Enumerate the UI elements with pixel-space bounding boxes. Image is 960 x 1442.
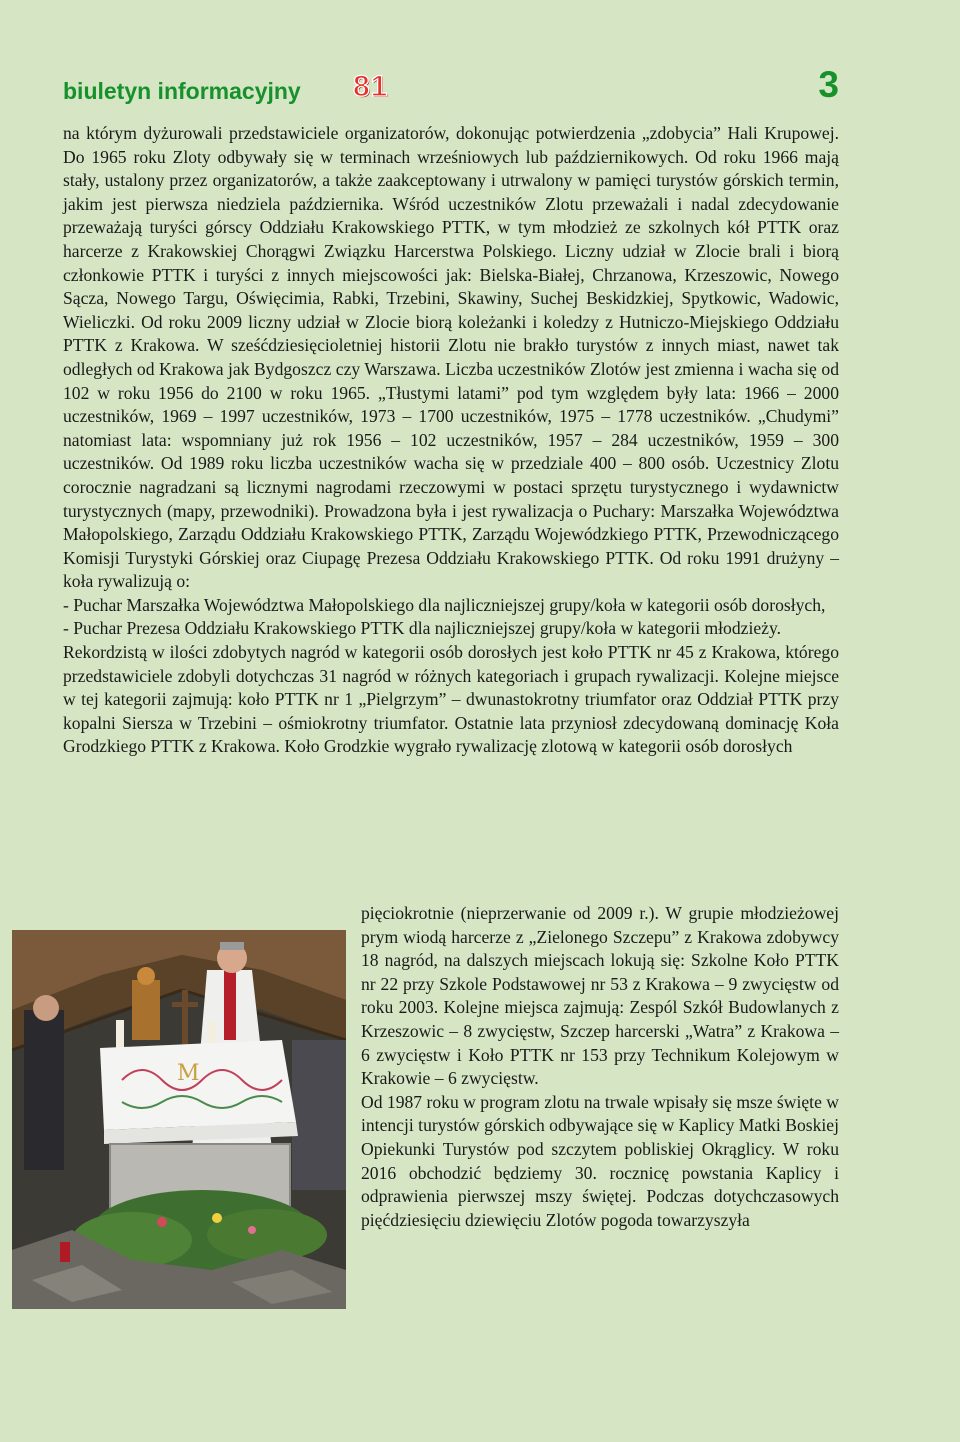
side-paragraph: Od 1987 roku w program zlotu na trwale wpisały się msze święte w intencji turystów górskich odbywające się w Kaplicy Matki Boskiej Opiekunki Turystów pod szczytem pobliskiej Okrąglicy. W roku 2016 obchodzić będziemy 30. rocznicę powstania Kaplicy i odprawienia pierwszej mszy świętej. Podczas dotychczasowych pięćdziesięciu dziewięciu Zlotów pogoda towarzyszyła — [361, 1091, 839, 1230]
article-paragraph: na którym dyżurowali przedstawiciele organizatorów, dokonując potwierdzenia „zdobycia” Hali Krupowej. Do 1965 roku Zloty odbywały się w terminach wrześniowych lub październikowych. Od roku 1966 mają stały, ustalony przez organizatorów, a także zaakceptowany i utrwalony w pamięci turystów górskich termin, jakim jest pierwsza niedziela października. Wśród uczestników Zlotu przeważali i nadal zdecydowanie przeważają turyści górscy Oddziału Krakowskiego PTTK, w tym młodzież ze szkolnych kół PTTK oraz harcerze z Krakowskiej Chorągwi Związku Harcerstwa Polskiego. Liczny udział w Zlocie brali i biorą członkowie PTTK i turyści z innych miejscowości jak: Bielska-Białej, Chrzanowa, Krzeszowic, Nowego Sącza, Nowego Targu, Oświęcimia, Rabki, Trzebini, Skawiny, Suchej Beskidzkiej, Spytkowic, Wadowic, Wieliczki. Od roku 2009 liczny udział w Zlocie biorą koleżanki i koledzy z Hutniczo-Miejskiego Oddziału PTTK z Krakowa. W sześćdziesięcioletniej historii Zlotu nie brakło turystów z innych miast, nawet tak odległych od Krakowa jak Bydgoszcz czy Warszawa. Liczba uczestników Zlotów jest zmienna i wacha się od 102 w roku 1956 do 2100 w roku 1965. „Tłustymi latami” pod tym względem były lata: 1966 – 2000 uczestników, 1969 – 1997 uczestników, 1973 – 1700 uczestników, 1975 – 1778 uczestników. „Chudymi” natomiast lata: wspomniany już rok 1956 – 102 uczestników, 1957 – 284 uczestników, 1959 – 300 uczestników. Od 1989 roku liczba uczestników wacha się w przedziale 400 – 800 osób. Uczestnicy Zlotu corocznie nagradzani są licznymi nagrodami rzeczowymi w postaci sprzętu turystycznego i wydawnictw turystycznych (mapy, przewodniki). Prowadzona była i jest rywalizacja o Puchary: Marszałka Województwa Małopolskiego, Zarządu Oddziału Krakowskiego PTTK, Zarządu Wojewódzkiego PTTK, Przewodniczącego Komisji Turystyki Górskiej oraz Ciupagę Prezesa Oddziału Krakowskiego PTTK. Od roku 1991 drużyny – koła rywalizują o: — [63, 123, 839, 592]
side-column — [361, 902, 839, 1232]
list-item: - Puchar Prezesa Oddziału Krakowskiego PTTK dla najliczniejszej grupy/koła w kategorii młodzieży. — [63, 618, 782, 639]
chapel-mass-photo — [12, 930, 346, 1309]
list-item: - Puchar Marszałka Województwa Małopolskiego dla najliczniejszej grupy/koła w kategorii osób dorosłych, — [63, 594, 826, 615]
page-number: 3 — [818, 64, 839, 105]
article-paragraph: Rekordzistą w ilości zdobytych nagród w kategorii osób dorosłych jest koło PTTK nr 45 z Krakowa, którego przedstawiciele zdobyli dotychczas 31 nagród w różnych kategoriach i grupach rywalizacji. Kolejne miejsce w tej kategorii zajmują: koło PTTK nr 1 „Pielgrzym” – dwunastokrotny triumfator oraz Oddział PTTK przy kopalni Siersza w Trzebini – ośmiokrotny triumfator. Ostatnie lata przyniosł zdecydowaną dominację Koła Grodzkiego PTTK z Krakowa. Koło Grodzkie wygrało rywalizację zlotową w kategorii osób dorosłych — [63, 642, 839, 757]
svg-text:M: M — [177, 1061, 200, 1086]
article-body — [63, 122, 839, 759]
bulletin-title: biuletyn informacyjny — [63, 78, 301, 104]
side-paragraph: pięciokrotnie (nieprzerwanie od 2009 r.). W grupie młodzieżowej prym wiodą harcerze z „Zielonego Szczepu” z Krakowa zdobywcy 18 nagród, na dalszych miejscach lokują się: Szkolne Koło PTTK nr 22 przy Szkole Podstawowej nr 53 z Krakowa – 9 zwycięstw od roku 2003. Kolejne miejsca zajmują: Zespól Szkół Budowlanych z Krzeszowic – 8 zwycięstw, Szczep harcerski „Watra” z Krakowa – 6 zwycięstw i Koło PTTK nr 153 przy Technikum Kolejowym w Krakowie – 6 zwycięstw. — [361, 903, 839, 1089]
page-header — [63, 64, 839, 114]
issue-number: 81 — [353, 70, 389, 103]
